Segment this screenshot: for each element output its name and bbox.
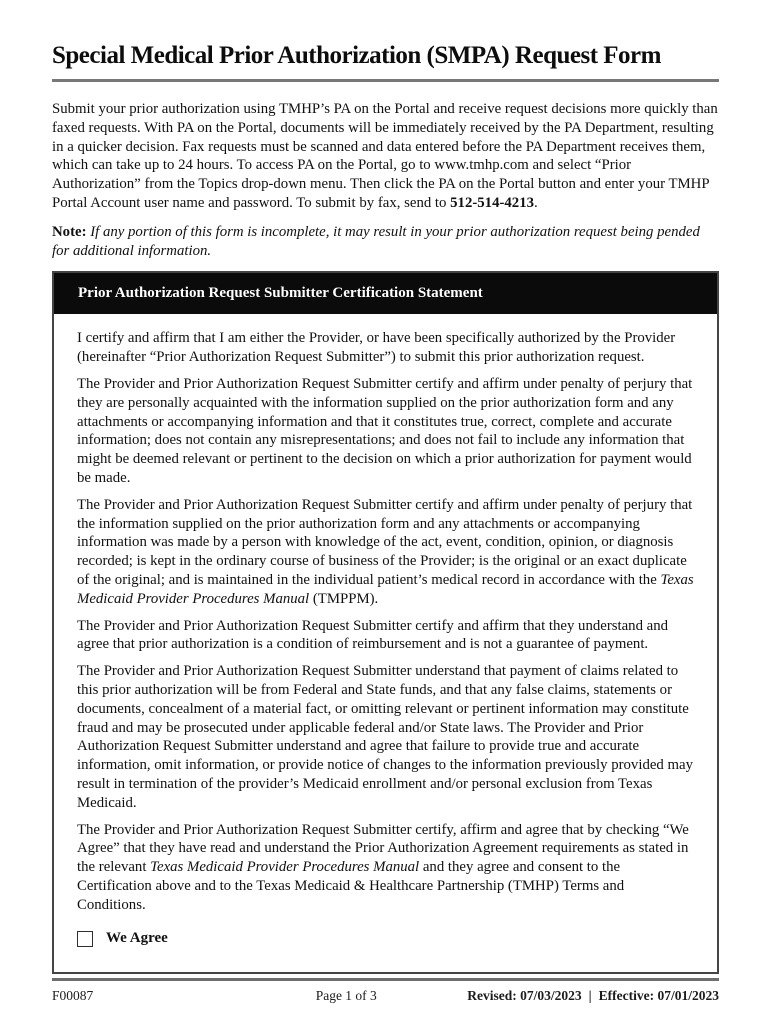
we-agree-checkbox[interactable] bbox=[77, 931, 93, 947]
certification-paragraph-3: The Provider and Prior Authorization Request Submitter certify and affirm under penalty of perjury that the information supplied on the prior authorization form and any attachments or accompanying information was made by a person with knowledge of the act, event, condition, opinion, or diagnosis recorded; is kept in the ordinary course of business of the Provider; is the original or an exact duplicate of the original; and is maintained in the individual patient’s medical record in accordance with the Texas Medicaid Provider Procedures Manual (TMPPM). bbox=[77, 496, 694, 607]
footer-effective-date: Effective: 07/01/2023 bbox=[598, 988, 719, 1003]
footer-revised-date: Revised: 07/03/2023 bbox=[467, 988, 582, 1003]
note-label: Note: bbox=[52, 223, 91, 240]
we-agree-row bbox=[77, 929, 694, 948]
footer-form-number: F00087 bbox=[52, 988, 94, 1003]
footer-page-indicator: Page 1 of 3 bbox=[315, 988, 377, 1003]
note-paragraph bbox=[52, 223, 719, 261]
intro-paragraph: Submit your prior authorization using TMHP’s PA on the Portal and receive request decisions more quickly than faxed requests. With PA on the Portal, documents will be immediately received by the PA Department, resulting in a quicker decision. Fax requests must be scanned and data entered before the PA Department receives them, which can take up to 24 hours. To access PA on the Portal, go to www.tmhp.com and select “Prior Authorization” from the Topics drop-down menu. Then click the PA on the Portal button and enter your TMHP Portal Account user name and password. To submit by fax, send to 512-514-4213. bbox=[52, 101, 718, 211]
certification-paragraph-6: The Provider and Prior Authorization Request Submitter certify, affirm and agree that by checking “We Agree” that they have read and understand the Prior Authorization Agreement requirements as stated in the relevant Texas Medicaid Provider Procedures Manual and they agree and consent to the Certification above and to the Texas Medicaid & Healthcare Partnership (TMHP) Terms and Conditions. bbox=[77, 821, 689, 913]
certification-paragraph-2: The Provider and Prior Authorization Request Submitter certify and affirm under penalty of perjury that they are personally acquainted with the information supplied on the prior authorization form and any attachments or accompanying information and that it constitutes true, correct, complete and accurate information; does not contain any misrepresentations; and does not fail to include any information that might be deemed relevant or pertinent to the decision on which a prior authorization for payment would be made. bbox=[77, 375, 693, 486]
we-agree-label: We Agree bbox=[106, 930, 168, 947]
footer-separator: | bbox=[588, 988, 592, 1003]
footer-row bbox=[52, 988, 719, 1004]
title-divider bbox=[52, 79, 719, 82]
footer-revision-info bbox=[444, 988, 719, 1004]
certification-paragraph-5: The Provider and Prior Authorization Request Submitter understand that payment of claims related to this prior authorization will be from Federal and State funds, and that any false claims, statements or documents, concealment of a material fact, or omitting relevant or pertinent information may constitute fraud and may be prosecuted under applicable federal and/or State laws. The Provider and Prior Authorization Request Submitter understand and agree that failure to provide true and accurate information, omit information, or provide notice of changes to the information previously provided may result in termination of the provider’s Medicaid enrollment and/or personal exclusion from Texas Medicaid. bbox=[77, 663, 693, 811]
certification-box bbox=[52, 271, 719, 974]
certification-paragraph-1: I certify and affirm that I am either the Provider, or have been specifically authorized by the Provider (hereinafter “Prior Authorization Request Submitter”) to submit this prior authorization request. bbox=[77, 330, 676, 366]
note-text: If any portion of this form is incomplete, it may result in your prior authorization request being pended for additional information. bbox=[52, 223, 700, 259]
certification-body bbox=[54, 314, 717, 972]
page-footer bbox=[52, 978, 719, 1004]
certification-header: Prior Authorization Request Submitter Certification Statement bbox=[54, 273, 717, 314]
footer-divider bbox=[52, 978, 719, 981]
certification-paragraph-4: The Provider and Prior Authorization Request Submitter certify and affirm that they understand and agree that prior authorization is a condition of reimbursement and is not a guarantee of payment. bbox=[77, 617, 669, 653]
page-title: Special Medical Prior Authorization (SMPA) Request Form bbox=[52, 42, 661, 69]
